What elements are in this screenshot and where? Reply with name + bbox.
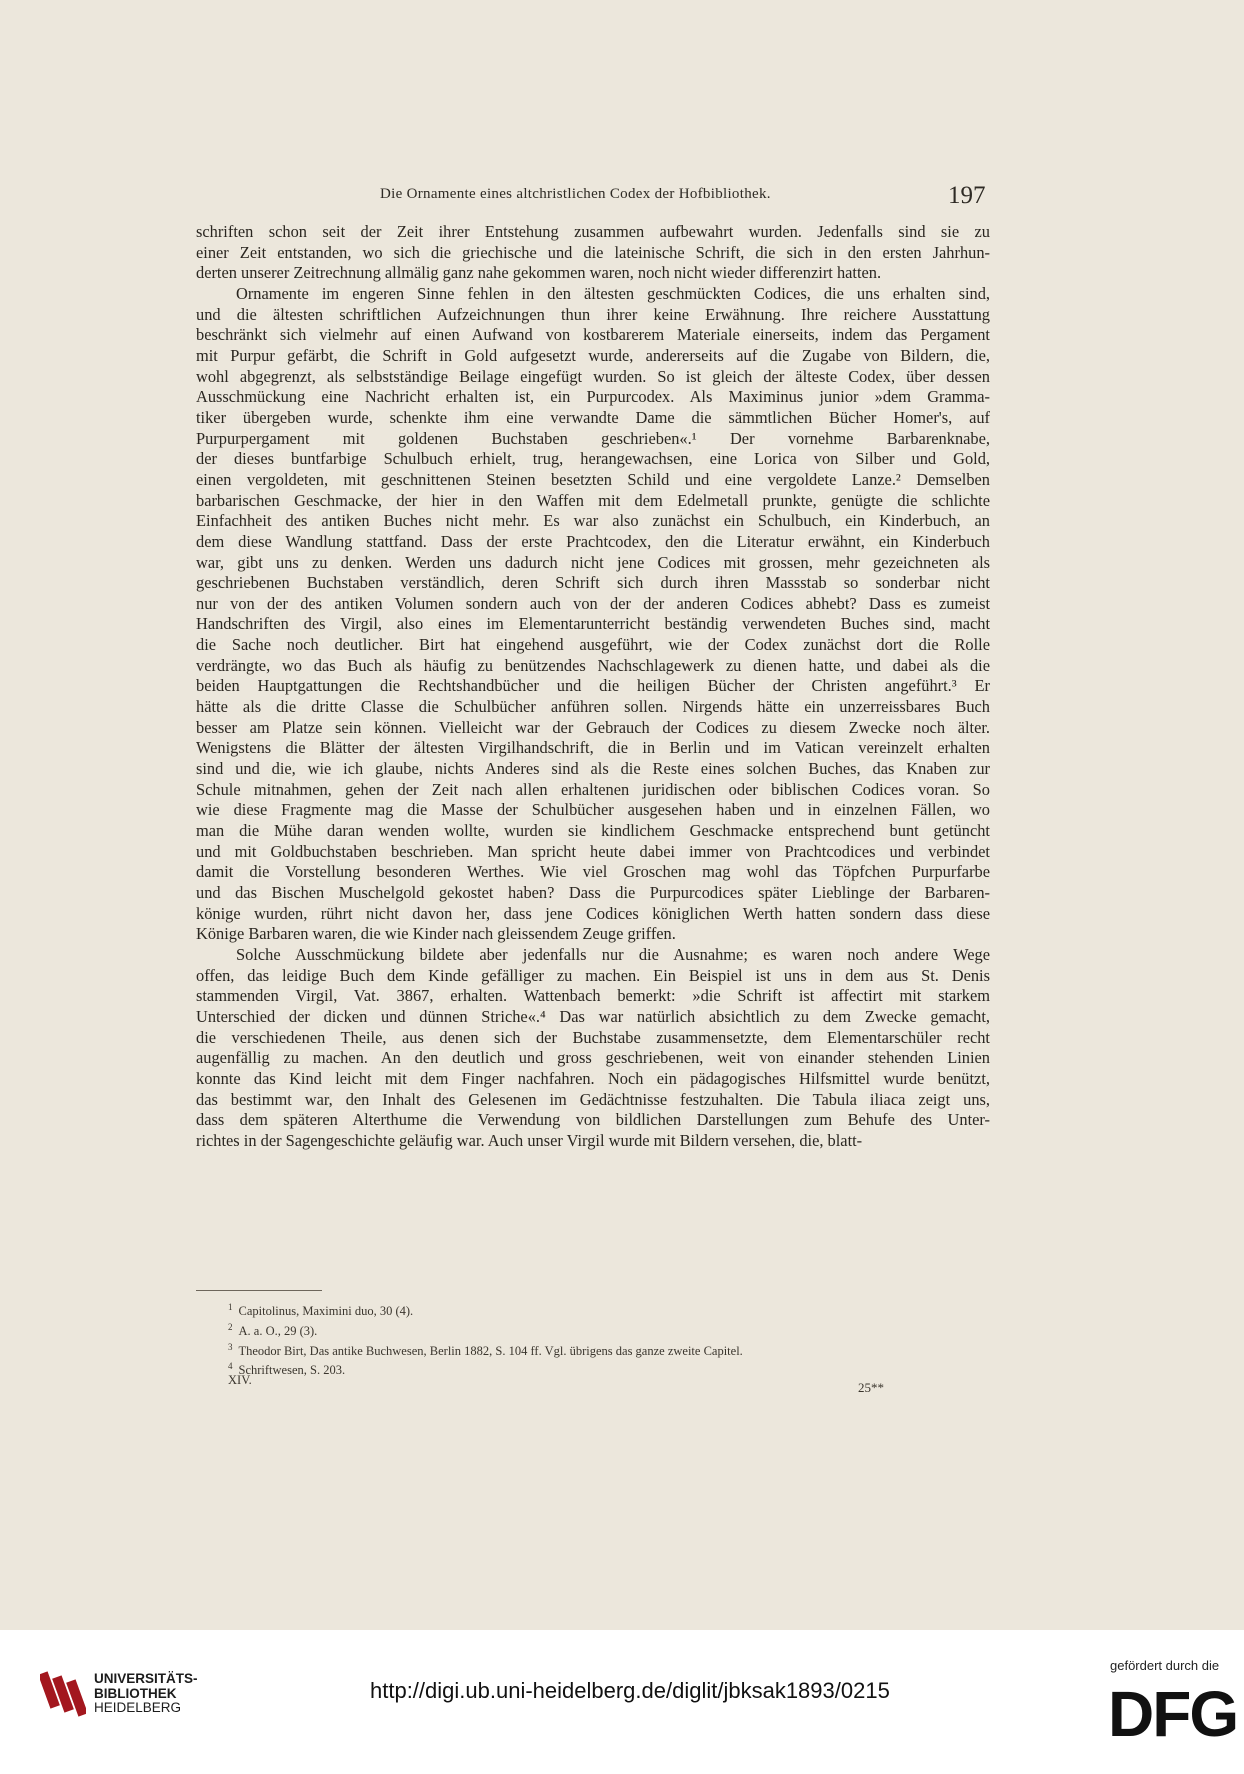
text-line: einer Zeit entstanden, wo sich die griechische und die lateinische Schrift, die sich in den ersten Jahrhun- (196, 242, 990, 262)
body-text (196, 222, 990, 1152)
text-line: Könige Barbaren waren, die wie Kinder nach gleissendem Zeuge griffen. (196, 924, 676, 944)
footnote-text: Schriftwesen, S. 203. (238, 1363, 346, 1378)
text-line: wohl abgegrenzt, als selbstständige Beilage eingefügt wurden. So ist gleich der älteste Codex, über dessen (196, 366, 990, 386)
text-line: verdrängte, wo das Buch als häufig zu benützendes Nachschlagewerk zu dienen hatte, und dabei als die (196, 655, 990, 675)
footnote (228, 1300, 928, 1320)
volume-signature: XIV. (228, 1373, 252, 1387)
text-line: und das Bischen Muschelgold gekostet haben? Dass die Purpurcodices später Lieblinge der Barbaren- (196, 883, 990, 902)
text-line: besser am Platze sein können. Vielleicht war der Gebrauch der Codices zu diesem Zwecke noch älter. (196, 717, 990, 737)
text-line: damit die Vorstellung besonderen Werthes. Wie viel Groschen mag wohl das Töpfchen Purpurfarbe (196, 862, 990, 882)
footnote (228, 1340, 928, 1360)
text-line: man die Mühe daran wenden wollte, wurden sie kindlichem Geschmacke entsprechend bunt getüncht (196, 821, 990, 841)
text-line: tiker übergeben wurde, schenkte ihm eine verwandte Dame die sämmtlichen Bücher Homer's, auf (196, 407, 990, 427)
text-line: das bestimmt war, den Inhalt des Gelesenen im Gedächtnisse festzuhalten. Die Tabula iliaca zeigt uns, (196, 1089, 990, 1109)
text-line: Purpurpergament mit goldenen Buchstaben geschrieben«.¹ Der vornehme Barbarenknabe, (196, 428, 990, 448)
text-line: offen, das leidige Buch dem Kinde gefälliger zu machen. Ein Beispiel ist uns in dem aus St. Denis (196, 965, 990, 985)
text-line: barbarischen Geschmacke, der hier in den Waffen mit dem Edelmetall prunkte, genügte die schlichte (196, 490, 990, 510)
university-library-logo-icon (40, 1668, 86, 1718)
permalink-url[interactable]: http://digi.ub.uni-heidelberg.de/diglit/jbksak1893/0215 (370, 1678, 890, 1703)
footnote (228, 1320, 928, 1340)
footnote-divider (196, 1290, 322, 1291)
text-line: beschränkt sich vielmehr auf einen Aufwand von kostbarerem Materiale einerseits, indem das Pergament (196, 325, 990, 345)
footnote-number: 3 (228, 1341, 233, 1352)
running-title: Die Ornamente eines altchristlichen Codex der Hofbibliothek. (380, 186, 771, 202)
text-line: dass dem späteren Alterthume die Verwendung von bildlichen Darstellungen zum Behufe des Unter- (196, 1110, 990, 1130)
text-line: Einfachheit des antiken Buches nicht mehr. Es war also zunächst ein Schulbuch, ein Kinderbuch, an (196, 511, 990, 531)
footnote-text: Capitolinus, Maximini duo, 30 (4). (238, 1304, 414, 1319)
text-line: Unterschied der dicken und dünnen Striche«.⁴ Das war natürlich absichtlich zu dem Zwecke gemacht, (196, 1006, 990, 1026)
text-line: dem diese Wandlung stattfand. Dass der erste Prachtcodex, den die Literatur erwähnt, ein Kinderbuch (196, 531, 990, 551)
text-line: Wenigstens die Blätter der ältesten Virgilhandschrift, die in Berlin und im Vatican vereinzelt erhalten (196, 738, 990, 758)
text-line: wie diese Fragmente mag die Masse der Schulbücher ausgesehen haben und in einzelnen Fällen, wo (196, 800, 990, 820)
footnotes (228, 1300, 928, 1379)
text-line: konnte das Kind leicht mit dem Finger nachfahren. Noch ein pädagogisches Hilfsmittel wurde benützt, (196, 1068, 990, 1088)
text-line: der dieses buntfarbige Schulbuch erhielt, trug, herangewachsen, eine Lorica von Silber und Gold, (196, 449, 990, 469)
text-line: derten unserer Zeitrechnung allmälig ganz nahe gekommen waren, noch nicht wieder differenzirt hatten. (196, 263, 882, 283)
text-line: die verschiedenen Theile, aus denen sich der Buchstabe zusammensetzte, dem Elementarschüler recht (196, 1027, 990, 1047)
funder-label: gefördert durch die (1110, 1658, 1220, 1673)
footnote-number: 1 (228, 1302, 233, 1312)
text-line: hätte als die dritte Classe die Schulbücher anführen sollen. Nirgends hätte ein unzerreissbares Buch (196, 697, 990, 717)
library-name-line: BIBLIOTHEK (94, 1685, 177, 1701)
dfg-logo: DFG (1108, 1678, 1238, 1750)
text-line: nur von der des antiken Volumen sondern auch von der der anderen Codices abhebt? Dass es zumeist (196, 593, 990, 613)
text-line: einen vergoldeten, mit geschnittenen Steinen besetzten Schild und eine vergoldete Lanze.² Demselben (196, 469, 990, 489)
text-line: könige wurden, rührt nicht davon her, dass jene Codices königlichen Werth hatten sondern dass diese (196, 903, 990, 923)
text-line: die Sache noch deutlicher. Birt hat eingehend ausgeführt, wie der Codex zunächst dort die Rolle (196, 635, 990, 655)
library-name-line: HEIDELBERG (94, 1700, 182, 1715)
text-line: Solche Ausschmückung bildete aber jedenfalls nur die Ausnahme; es waren noch andere Wege (236, 944, 990, 964)
text-line: und die ältesten schriftlichen Aufzeichnungen thun ihrer keine Erwähnung. Ihre reichere Ausstattung (196, 304, 990, 324)
footnote-number: 2 (228, 1321, 233, 1332)
footnote-text: A. a. O., 29 (3). (238, 1323, 318, 1338)
text-line: mit Purpur gefärbt, die Schrift in Gold aufgesetzt wurde, andererseits auf die Zugabe von Bildern, die, (196, 345, 990, 365)
text-line: sind und die, wie ich glaube, nichts Anderes sind als die Reste eines solchen Buches, das Knaben zur (196, 759, 990, 779)
text-line: Handschriften des Virgil, also eines im Elementarunterricht beständig verwendeten Buches sind, macht (196, 614, 990, 634)
text-line: geschriebenen Buchstaben verständlich, deren Schrift sich durch ihren Massstab so sonderbar nicht (196, 573, 990, 593)
text-line: und mit Goldbuchstaben beschrieben. Man spricht heute dabei immer von Prachtcodices und verbindet (196, 841, 990, 861)
text-line: stammenden Virgil, Vat. 3867, erhalten. Wattenbach bemerkt: »die Schrift ist affectirt mit starkem (196, 986, 990, 1006)
text-line: war, gibt uns zu denken. Werden uns dadurch nicht jene Codices mit grossen, mehr gezeichneten als (196, 552, 990, 572)
footnote-number: 4 (228, 1361, 233, 1372)
text-line: augenfällig zu machen. An den deutlich und gross geschriebenen, weit von einander stehenden Linien (196, 1048, 990, 1068)
text-line: richtes in der Sagengeschichte geläufig war. Auch unser Virgil wurde mit Bildern versehen, die, blatt- (196, 1130, 863, 1150)
library-name-line: UNIVERSITÄTS- (94, 1671, 198, 1686)
library-name (94, 1672, 198, 1716)
text-line: Ausschmückung eine Nachricht erhalten ist, ein Purpurcodex. Als Maximinus junior »dem Gramma- (196, 387, 990, 407)
footnote-text: Theodor Birt, Das antike Buchwesen, Berlin 1882, S. 104 ff. Vgl. übrigens das ganze zweite Capitel. (238, 1343, 743, 1358)
page-number: 197 (948, 182, 986, 209)
text-line: schriften schon seit der Zeit ihrer Entstehung zusammen aufbewahrt wurden. Jedenfalls sind sie zu (196, 222, 990, 241)
text-line: beiden Hauptgattungen die Rechtshandbücher und die heiligen Bücher der Christen angeführt.³ Er (196, 676, 990, 696)
text-line: Schule mitnahmen, gehen der Zeit nach allen erhaltenen juridischen oder biblischen Codices voran. So (196, 779, 990, 799)
sheet-signature: 25** (858, 1380, 884, 1395)
footnote (228, 1359, 928, 1379)
digitization-footer (0, 1630, 1244, 1774)
text-line: Ornamente im engeren Sinne fehlen in den ältesten geschmückten Codices, die uns erhalten sind, (236, 283, 990, 303)
